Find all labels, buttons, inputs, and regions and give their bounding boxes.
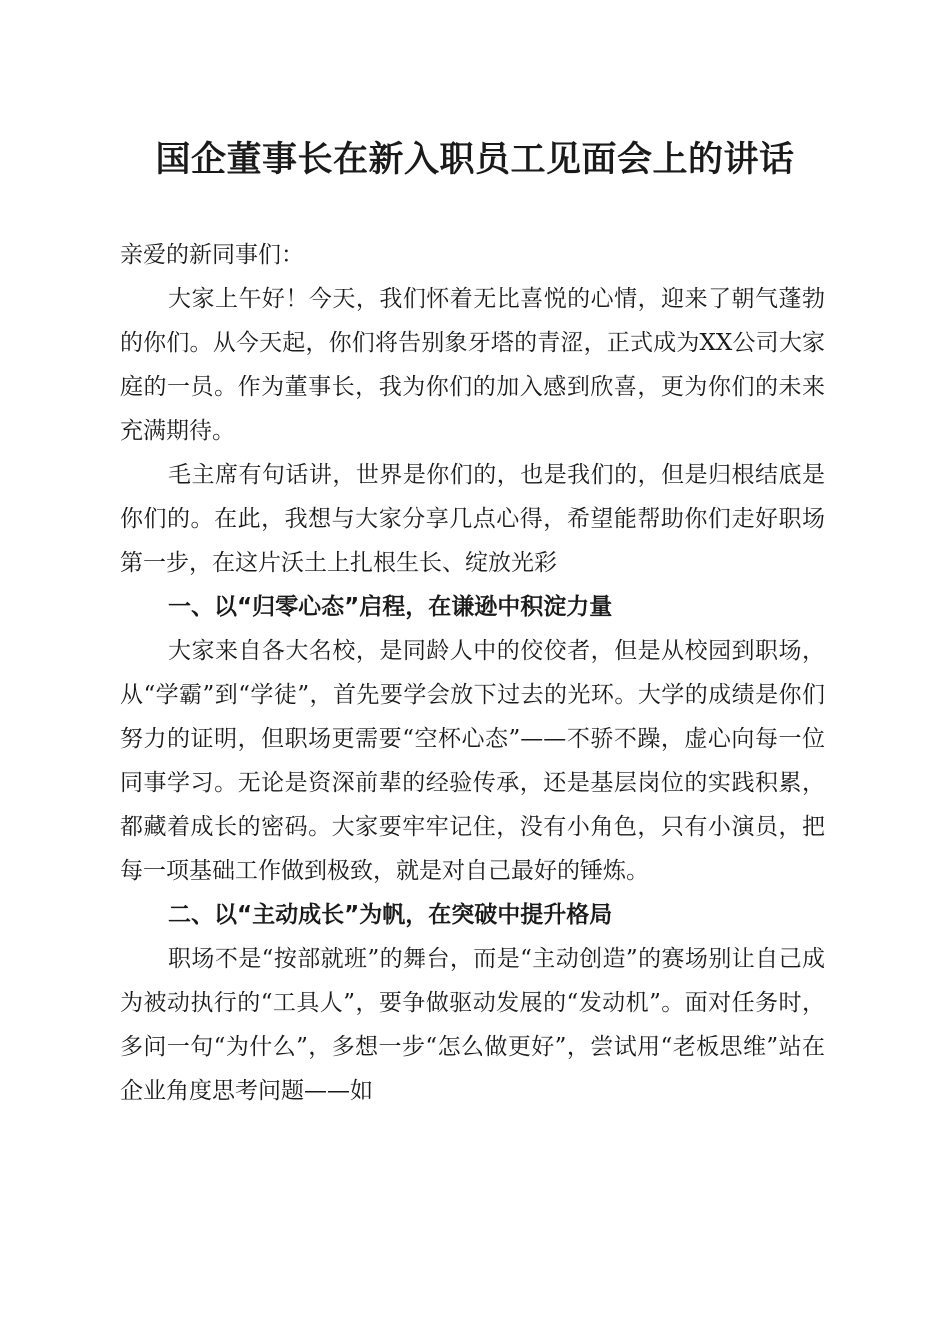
section-body-1: 大家来自各大名校，是同龄人中的佼佼者，但是从校园到职场，从“学霸”到“学徒”，首先要学会放下过去的光环。大学的成绩是你们努力的证明，但职场更需要“空杯心态”——不骄不躁，虚心向每一位同事学习。无论是资深前辈的经验传承，还是基层岗位的实践积累，都藏着成长的密码。大家要牢牢记住，没有小角色，只有小演员，把每一项基础工作做到极致，就是对自己最好的锤炼。 [120,638,825,884]
paragraph-greeting: 大家上午好！今天，我们怀着无比喜悦的心情，迎来了朝气蓬勃的你们。从今天起，你们将告别象牙塔的青涩，正式成为XX公司大家庭的一员。作为董事长，我为你们的加入感到欣喜，更为你们的未来充满期待。 [120,286,825,444]
document-title: 国企董事长在新入职员工见面会上的讲话 [155,139,795,180]
section-heading-1: 一、以“归零心态”启程，在谦逊中积淀力量 [168,594,613,620]
document-body [120,233,825,1113]
section-heading-2: 二、以“主动成长”为帆，在突破中提升格局 [168,902,613,928]
salutation: 亲爱的新同事们： [120,242,304,268]
paragraph-intro: 毛主席有句话讲，世界是你们的，也是我们的，但是归根结底是你们的。在此，我想与大家分享几点心得，希望能帮助你们走好职场第一步，在这片沃土上扎根生长、绽放光彩 [120,462,825,576]
section-body-2: 职场不是“按部就班”的舞台，而是“主动创造”的赛场别让自己成为被动执行的“工具人”，要争做驱动发展的“发动机”。面对任务时，多问一句“为什么”，多想一步“怎么做更好”，尝试用“老板思维”站在企业角度思考问题——如 [120,946,825,1104]
